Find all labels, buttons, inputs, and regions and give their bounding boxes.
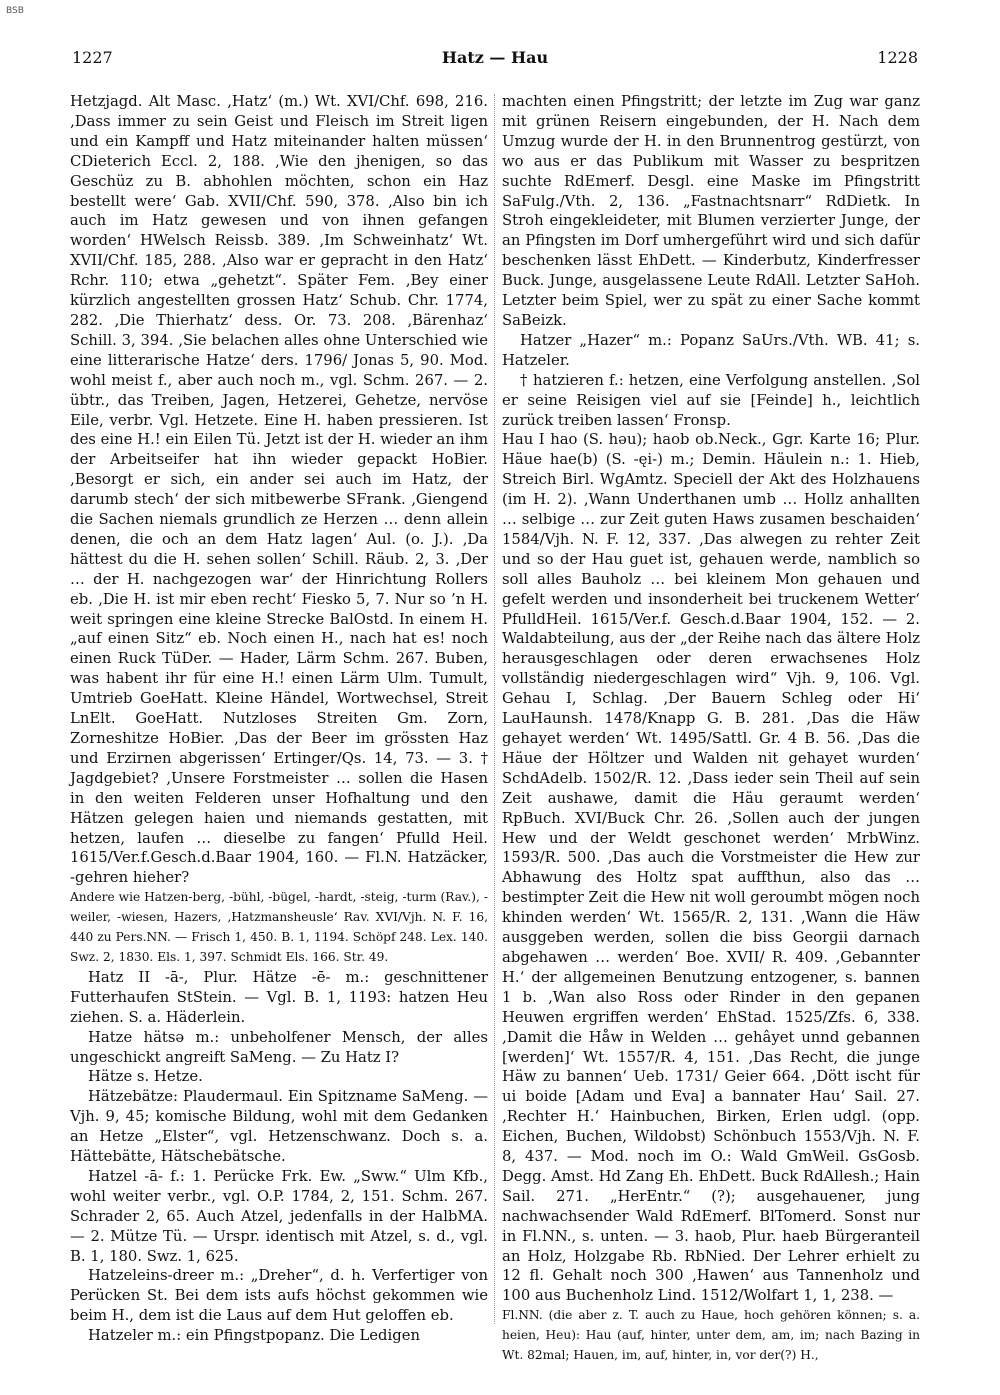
dictionary-paragraph: Hatz II -ā-, Plur. Hätze -ē- m.: geschnittener Futterhaufen StStein. — Vgl. B. 1, 1193: hatzen Heu ziehen. S. a. Häderlein. bbox=[70, 968, 488, 1026]
dictionary-paragraph: Hatzer „Hazer“ m.: Popanz SaUrs./Vth. WB. 41; s. Hatzeler. bbox=[502, 331, 920, 369]
dictionary-paragraph: Hätze s. Hetze. bbox=[88, 1068, 203, 1086]
dictionary-paragraph: Hatzeleins-dreer m.: „Dreher“, d. h. Verfertiger von Perücken St. Bei dem ists aufs höchst gekommen wie beim H., dem ist die Laus auf dem Hut geloffen eb. bbox=[70, 1267, 488, 1325]
page-number-right: 1228 bbox=[877, 48, 918, 67]
dictionary-paragraph: Hatzeler m.: ein Pfingstpopanz. Die Ledigen bbox=[88, 1327, 421, 1345]
dictionary-paragraph: Hatze hätsə m.: unbeholfener Mensch, der alles ungeschickt angreift SaMeng. — Zu Hatz I? bbox=[70, 1028, 488, 1066]
dictionary-paragraph: Hatzel -ā- f.: 1. Perücke Frk. Ew. „Sww.“ Ulm Kfb., wohl weiter verbr., vgl. O.P. 1784, 2, 151. Schm. 267. Schrader 2, 65. Auch Atzel, jedenfalls in der HalbMA. — 2. Mütze Tü. — Urspr. identisch mit Atzel, s. d., vgl. B. 1, 180. Swz. 1, 625. bbox=[70, 1167, 488, 1265]
dictionary-paragraph: machten einen Pfingstritt; der letzte im Zug war ganz mit grünen Reisern eingebunden, der H. Nach dem Umzug wurde der H. in den Brunnentrog gestürzt, von wo aus er das Publikum mit Wasser zu bespritzen suchte RdEmerf. Desgl. eine Maske im Pfingstritt SaFulg./Vth. 2, 136. „Fastnachtsnarr“ RdDietk. In Stroh eingekleideter, mit Blumen verzierter Junge, der an Pfingsten im Dorf umhergeführt wird und sich dafür beschenken lässt EhDett. — Kinderbutz, Kinderfresser Buck. Junge, ausgelassene Leute RdAll. Letzter SaHoh. Letzter beim Spiel, wer zu spät zu einer Sache kommt SaBeizk. bbox=[502, 93, 920, 329]
dictionary-paragraph: † hatzieren f.: hetzen, eine Verfolgung anstellen. ‚Sol er seine Reisigen viel auf sie [Feinde] h., leichtlich zurück treiben lassen‘ Fronsp. bbox=[502, 371, 920, 429]
column-divider bbox=[494, 94, 495, 1324]
dictionary-paragraph: Andere wie Hatzen-berg, -bühl, -bügel, -hardt, -steig, -turm (Rav.), -weiler, -wiesen, Hazers, ‚Hatzmansheusle‘ Rav. XVI/Vjh. N. F. 16, 440 zu Pers.NN. — Frisch 1, 450. B. 1, 1194. Schöpf 248. Lex. 140. Swz. 2, 1830. Els. 1, 397. Schmidt Els. 166. Str. 49. bbox=[70, 890, 488, 964]
dictionary-paragraph: Fl.NN. (die aber z. T. auch zu Haue, hoch gehören können; s. a. heien, Heu): Hau (auf, hinter, unter dem, am, im; nach Bazing in Wt. 82mal; Hauen, im, auf, hinter, in, vor der(?) H., bbox=[502, 1308, 920, 1363]
dictionary-paragraph: Hetzjagd. Alt Masc. ‚Hatz‘ (m.) Wt. XVI/Chf. 698, 216. ‚Dass immer zu sein Geist und Fleisch im Streit ligen und ein Kampff und Hatz miteinander halten müssen‘ CDieterich Eccl. 2, 188. ‚Wie den jhenigen, so das Geschüz zu B. abhohlen möchten, schon ein Haz bestellt were‘ Gab. XVII/Chf. 590, 378. ‚Also bin ich auch im Hatz gewesen und von ihnen gefangen worden‘ HWelsch Reissb. 389. ‚Im Schweinhatz‘ Wt. XVII/Chf. 185, 288. ‚Also war er gepracht in den Hatz‘ Rchr. 110; etwa „gehetzt“. Später Fem. ‚Bey einer kürzlich angestellten grossen Hatz‘ Schub. Chr. 1774, 282. ‚Die Thierhatz‘ dess. Or. 73. 208. ‚Bärenhaz‘ Schill. 3, 394. ‚Sie belachen alles ohne Unterschied wie eine litterarische Hatze‘ ders. 1796/ Jonas 5, 90. Mod. wohl meist f., aber auch noch m., vgl. Schm. 267. — 2. übtr., das Treiben, Jagen, Hetzerei, Gehetze, nervöse Eile, verbr. Vgl. Hetzete. Eine H. haben pressieren. Ist des eine H.! ein Eilen Tü. Jetzt ist der H. wieder an ihm der Arbeitseifer hat ihn wieder gepackt HoBier. ‚Besorgt er sich, ein ander sei auch im Hatz, der darumb stech‘ der sich mitbewerbe SFrank. ‚Giengend die Sachen niemals grundlich ze Herzen … denn allein denen, die och an dem Hatz lagen‘ Aul. (o. J.). ‚Da hättest du die H. sehen sollen‘ Schill. Räub. 2, 3. ‚Der … der H. nachgezogen war‘ der Hinrichtung Rollers eb. ‚Die H. ist mir eben recht‘ Fiesko 5, 7. Nur so ’n H. weit springen eine kleine Strecke BalOstd. In einem H. „auf einen Sitz“ eb. Noch einen H., nach hat es! noch einen Ruck TüDer. — Hader, Lärm Schm. 267. Buben, was habent ihr für eine H.! einen Lärm Ulm. Tumult, Umtrieb GoeHatt. Kleine Händel, Wortwechsel, Streit LnElt. GoeHatt. Nutzloses Streiten Gm. Zorn, Zorneshitze HoBier. ‚Das der Beer im grössten Haz und Erzirnen abgerissen‘ Ertinger/Qs. 14, 73. — 3. † Jagdgebiet? ‚Unsere Forstmeister … sollen die Hasen in den weiten Felderen unser Hofhaltung und den Hätzen gelegen haien und niemands gestatten, mit hetzen, laufen … dieselbe zu fangen‘ Pfulld Heil. 1615/Ver.f.Gesch.d.Baar 1904, 160. — Fl.N. Hatzäcker, -gehren hieher? bbox=[70, 93, 488, 887]
dictionary-paragraph: Hau I hao (S. həu); haob ob.Neck., Ggr. Karte 16; Plur. Häue hae(b) (S. -ęi-) m.; Demin. Häulein n.: 1. Hieb, Streich Birl. WgAmtz. Speciell der Akt des Holzhauens (im H. 2). ‚Wann Underthanen umb … Hollz anhallten … selbige … zur Zeit guten Haws zusamen beschaiden‘ 1584/Vjh. N. F. 12, 337. ‚Das alwegen zu rehter Zeit und so der Hau guet ist, gehauen werde, namblich so soll alles Bauholz … bei kleinem Mon gehauen und gefelt werden und insonderheit bei truckenem Wetter‘ PfulldHeil. 1615/Ver.f. Gesch.d.Baar 1904, 152. — 2. Waldabteilung, aus der „der Reihe nach das ältere Holz herausgeschlagen oder deren erwachsenes Holz vollständig niedergeschlagen wird“ Vjh. 9, 106. Vgl. Gehau I, Schlag. ‚Der Bauern Schleg oder Hi‘ LauHaunsh. 1478/Knapp G. B. 281. ‚Das die Häw gehayet werden‘ Wt. 1495/Sattl. Gr. 4 B. 56. ‚Das die Häue der Höltzer und Walden nit gehayet wurden‘ SchdAdelb. 1502/R. 12. ‚Dass ieder sein Theil auf sein Zeit aushawe, damit die Häu geraumt werden‘ RpBuch. XVI/Buck Chr. 26. ‚Sollen auch der jungen Hew und der Weldt geschonet werden‘ MrbWinz. 1593/R. 500. ‚Das auch die Vorstmeister die Hew zur Abhawung des Holtz spat auffthun, also das … bestimpter Zeit die Hew nit woll geroumbt mögen noch khinden werden‘ Wt. 1565/R. 2, 131. ‚Wann die Häw ausggeben werden, sollen die biss Georgii darnach abgehawen … werden‘ Boe. XVII/ R. 409. ‚Gebannter H.‘ der allgemeinen Benutzung entzogener, s. bannen 1 b. ‚Wan also Ross oder Rinder in den gepanen Heuwen ergriffen werden‘ EhStad. 1525/Zfs. 6, 338. ‚Damit die Håw in Welden … gehâyet unnd gebannen [werden]‘ Wt. 1557/R. 4, 151. ‚Das Recht, die junge Häw zu bannen‘ Ueb. 1731/ Geier 664. ‚Dött ischt für ui boide [Adam und Eva] a bannater Hau‘ Sail. 27. ‚Rechter H.‘ Hainbuchen, Birken, Erlen udgl. (opp. Eichen, Buchen, Wildobst) Schönbuch 1553/Vjh. N. F. 8, 437. — Mod. noch im O.: Wald GmWeil. GsGosb. Degg. Amst. Hd Zang Eh. EhDett. Buck RdAllesh.; Hain Sail. 271. „HerEntr.“ (?); ausgehauener, jung nachwachsender Wald RdEmerf. BlTomerd. Sonst nur in Fl.NN., s. unten. — 3. haob, Plur. haeb Bürgeranteil an Holz, Holzgabe Rb. RbNied. Der Lehrer erhielt zu 12 fl. Gehalt noch 300 ‚Hawen‘ aus Tannenholz und 100 aus Buchenholz Lind. 1512/Wolfart 1, 1, 238. — bbox=[502, 431, 920, 1305]
dictionary-paragraph: Hätzebätze: Plaudermaul. Ein Spitzname SaMeng. — Vjh. 9, 45; komische Bildung, wohl mit dem Gedanken an Hetze „Elster“, vgl. Hetzenschwanz. Doch s. a. Hättebätte, Hätschebätsche. bbox=[70, 1088, 488, 1166]
page-number-left: 1227 bbox=[72, 48, 113, 67]
running-head: Hatz — Hau bbox=[441, 48, 549, 67]
right-column bbox=[502, 92, 920, 1366]
left-column bbox=[70, 92, 488, 1346]
library-stamp: BSB bbox=[6, 6, 24, 16]
page-header bbox=[72, 48, 918, 76]
